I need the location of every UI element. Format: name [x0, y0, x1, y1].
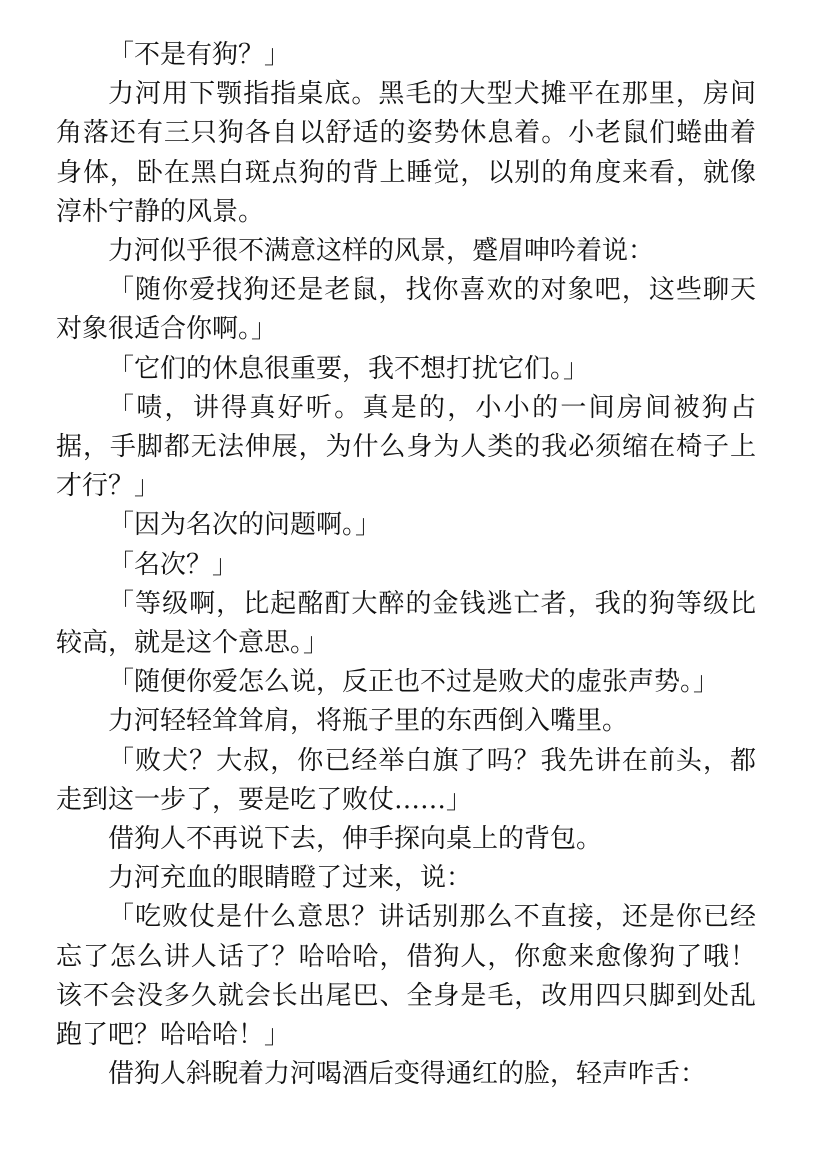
document-page [56, 36, 756, 1094]
paragraph: 力河充血的眼睛瞪了过来，说： [108, 863, 473, 894]
paragraph: 借狗人斜睨着力河喝酒后变得通红的脸，轻声咋舌： [108, 1059, 707, 1090]
paragraph: 「名次？」 [108, 549, 239, 580]
paragraph: 借狗人不再说下去，伸手探向桌上的背包。 [108, 824, 603, 855]
paragraph: 「吃败仗是什么意思？讲话别那么不直接，还是你已经忘了怎么讲人话了？哈哈哈，借狗人，你愈来愈像狗了哦！该不会没多久就会长出尾巴、全身是毛，改用四只脚到处乱跑了吧？哈哈哈！」 [56, 902, 756, 1051]
paragraph: 「等级啊，比起酩酊大醉的金钱逃亡者，我的狗等级比较高，就是这个意思。」 [56, 588, 756, 659]
paragraph: 「随便你爱怎么说，反正也不过是败犬的虚张声势。」 [108, 667, 720, 698]
paragraph: 「随你爱找狗还是老鼠，找你喜欢的对象吧，这些聊天对象很适合你啊。」 [56, 275, 756, 345]
paragraph: 力河轻轻耸耸肩，将瓶子里的东西倒入嘴里。 [108, 706, 629, 737]
paragraph: 「啧，讲得真好听。真是的，小小的一间房间被狗占据，手脚都无法伸展，为什么身为人类的我必须缩在椅子上才行？」 [56, 392, 756, 502]
paragraph: 「败犬？大叔，你已经举白旗了吗？我先讲在前头，都走到这一步了，要是吃了败仗……」 [56, 745, 756, 815]
paragraph: 「它们的休息很重要，我不想打扰它们。」 [108, 353, 590, 384]
paragraph: 力河用下颚指指桌底。黑毛的大型犬摊平在那里，房间角落还有三只狗各自以舒适的姿势休息着。小老鼠们蜷曲着身体，卧在黑白斑点狗的背上睡觉，以别的角度来看，就像淳朴宁静的风景。 [56, 79, 756, 227]
paragraph: 「不是有狗？」 [108, 40, 291, 70]
paragraph: 「因为名次的问题啊。」 [108, 510, 382, 541]
paragraph: 力河似乎很不满意这样的风景，蹙眉呻吟着说： [108, 236, 655, 267]
